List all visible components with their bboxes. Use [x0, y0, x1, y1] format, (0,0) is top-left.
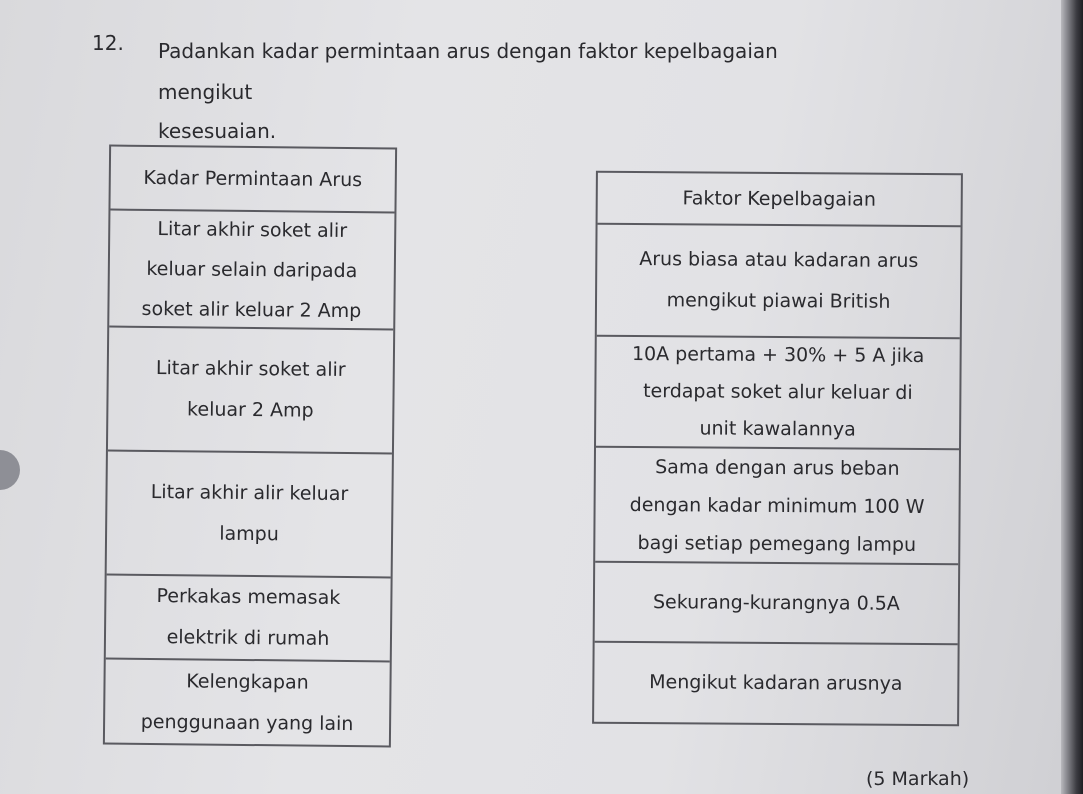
row-text: Sama dengan arus beban — [655, 455, 900, 480]
diversity-factor-table — [592, 171, 963, 727]
row-text: lampu — [219, 522, 279, 546]
table-header — [598, 173, 961, 228]
question-text-line: Padankan kadar permintaan arus dengan faktor kepelbagaian mengikut — [158, 39, 778, 104]
marks-label: (5 Markah) — [866, 768, 970, 790]
row-text: 10A pertama + 30% + 5 A jika — [631, 342, 925, 368]
row-text: penggunaan yang lain — [140, 710, 354, 735]
row-text: bagi setiap pemegang lampu — [637, 531, 917, 556]
table-row[interactable] — [105, 660, 390, 746]
table-row[interactable] — [108, 328, 393, 455]
table-row[interactable] — [596, 337, 960, 451]
table-row[interactable] — [106, 576, 391, 663]
row-text: terdapat soket alur keluar di — [643, 380, 913, 404]
table-row[interactable] — [107, 452, 392, 579]
header-text: Faktor Kepelbagaian — [682, 186, 876, 211]
row-text: keluar selain daripada — [146, 257, 358, 282]
row-text: Perkakas memasak — [156, 585, 341, 609]
row-text: Litar akhir alir keluar — [150, 480, 349, 506]
current-demand-table — [103, 145, 397, 748]
table-row[interactable] — [595, 448, 959, 566]
header-text: Kadar Permintaan Arus — [143, 166, 363, 191]
row-text: mengikut piawai British — [666, 289, 891, 313]
table-header — [110, 147, 395, 214]
question-text — [158, 31, 878, 152]
table-row[interactable] — [595, 563, 959, 646]
page-edge-shadow — [1061, 0, 1083, 794]
row-text: keluar 2 Amp — [186, 398, 314, 422]
row-text: elektrik di rumah — [166, 626, 330, 650]
row-text: unit kawalannya — [699, 417, 856, 441]
table-row[interactable] — [109, 211, 394, 331]
row-text: soket alir keluar 2 Amp — [141, 297, 362, 322]
table-row[interactable] — [594, 643, 958, 725]
row-text: Litar akhir soket alir — [157, 217, 348, 242]
question-number: 12. — [92, 31, 124, 55]
question-text-line: kesesuaian. — [158, 119, 277, 143]
row-text: Kelengkapan — [186, 669, 309, 694]
row-text: Mengikut kadaran arusnya — [649, 671, 903, 695]
row-text: Sekurang-kurangnya 0.5A — [652, 590, 900, 615]
row-text: dengan kadar minimum 100 W — [629, 493, 925, 518]
row-text: Litar akhir soket alir — [155, 357, 346, 381]
binder-hole — [0, 450, 20, 490]
row-text: Arus biasa atau kadaran arus — [639, 248, 919, 272]
table-row[interactable] — [597, 225, 961, 340]
